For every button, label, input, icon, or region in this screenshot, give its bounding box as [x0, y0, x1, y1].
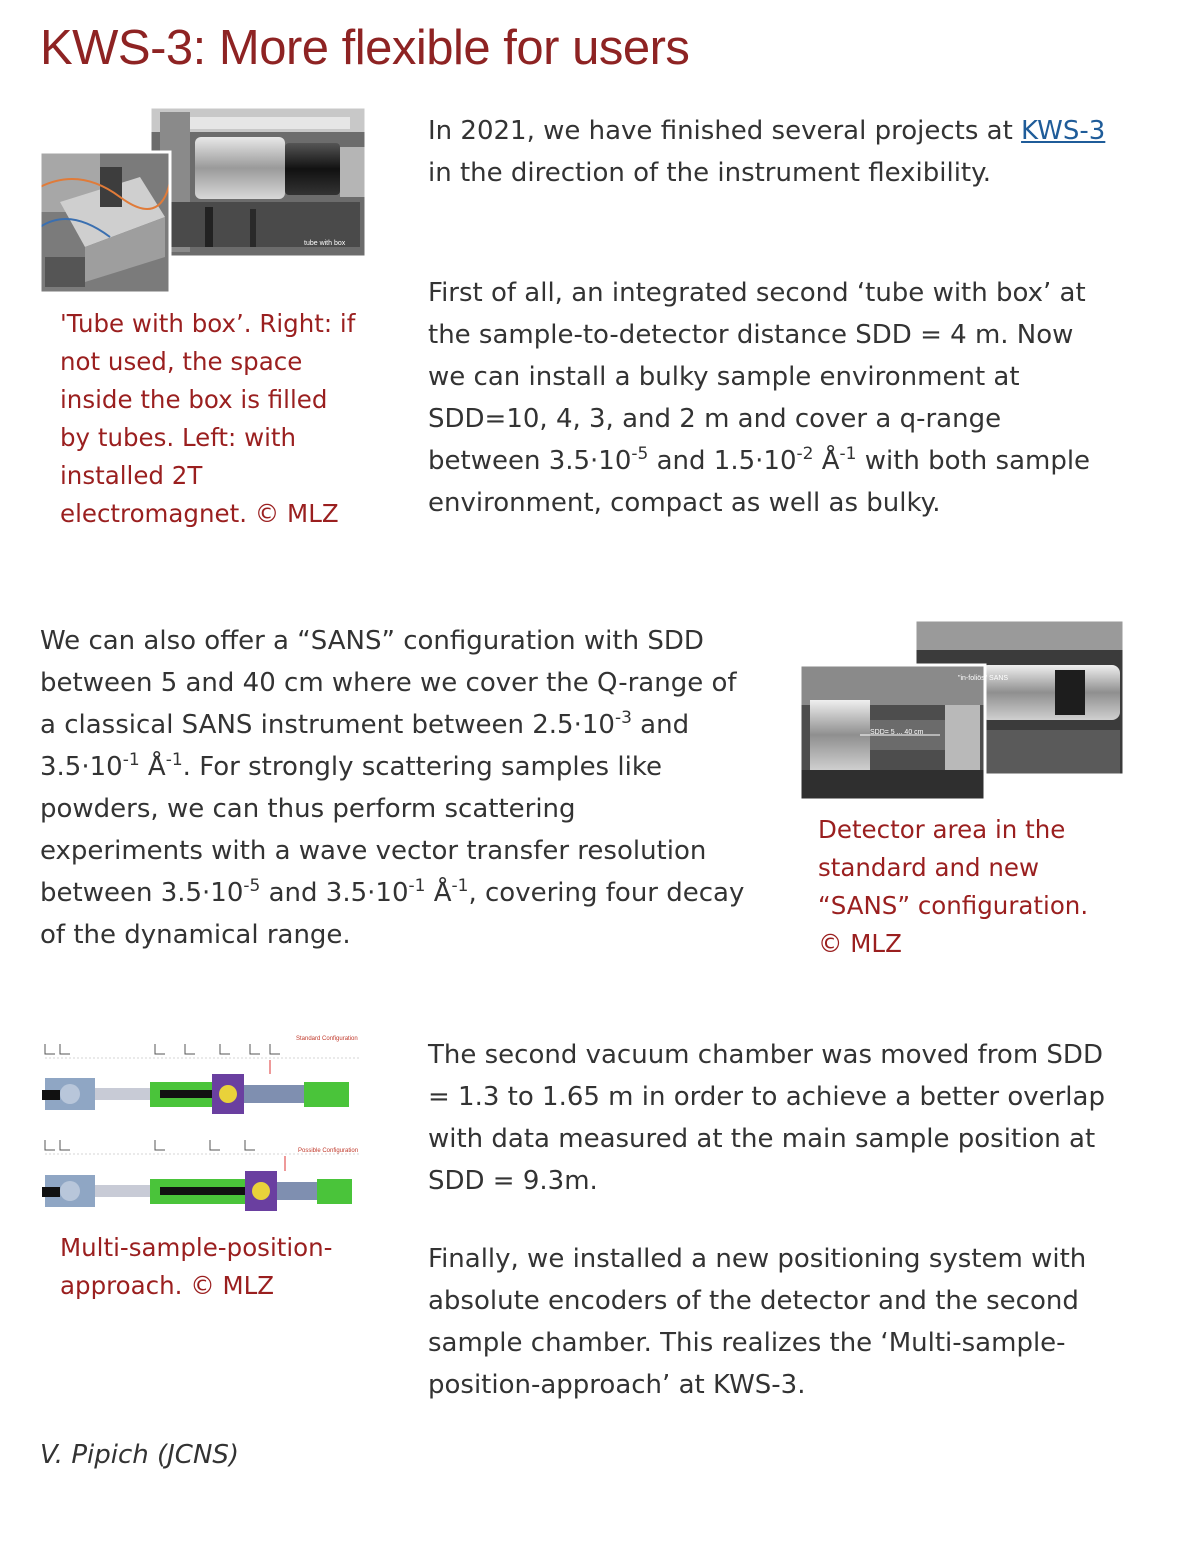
tube-with-box-caption: 'Tube with box’. Right: if not used, the space inside the box is filled by tubes. Left: with installed 2T electromagnet. © MLZ — [60, 309, 356, 528]
sdd-range-label: SDD= 5 ... 40 cm — [870, 729, 924, 736]
possible-configuration-label: Possible Configuration — [298, 1148, 359, 1154]
positioning-system-paragraph: Finally, we installed a new positioning system with absolute encoders of the detector and the second sample chamber. This realizes the ‘Multi-sample-position-approach’ at KWS-3. — [428, 1244, 1087, 1400]
tube-with-box-label: tube with box — [304, 240, 346, 247]
detector-area-caption: Detector area in the standard and new “SANS” configuration. © MLZ — [818, 815, 1089, 958]
standard-configuration-label: Standard Configuration — [296, 1036, 358, 1042]
sans-configuration-paragraph: We can also offer a “SANS” configuration with SDD between 5 and 40 cm where we cover the Q-range of a classical SANS instrument between $2.5\cdot 10^{-3}$ and $3.5\cdot 10^{-1}$ $Å^{-1}$. For strongly scattering samples like powders, we can thus perform scattering experiments with a wave vector transfer resolution between $3.5\cdot 10^{-5}$ and $3.5\cdot 10^{-1}$ $Å^{-1}$, covering four decay of the dynamical range. — [40, 626, 745, 950]
author-signature: V. Pipich (JCNS) — [40, 1440, 240, 1470]
page-title: KWS-3: More flexible for users — [40, 21, 690, 75]
tube-with-box-paragraph: First of all, an integrated second ‘tube with box’ at the sample-to-detector distance SDD = 4 m. Now we can install a bulky sample environment at SDD=10, 4, 3, and 2 m and cover a q-range between $3.5\cdot 10^{-5}$ and $1.5\cdot 10^{-2}$ $Å^{-1}$ with both sample environment, compact as well as bulky. — [428, 278, 1091, 518]
vacuum-chamber-paragraph: The second vacuum chamber was moved from SDD = 1.3 to 1.65 m in order to achieve a better overlap with data measured at the main sample position at SDD = 9.3m. — [428, 1040, 1105, 1196]
multi-sample-diagram — [40, 1030, 366, 1220]
in-foliös-sans-label: "in-foliös" SANS — [958, 675, 1009, 682]
multi-sample-caption: Multi-sample-position-approach. © MLZ — [60, 1233, 333, 1300]
kws3-link[interactable]: KWS-3 — [1021, 116, 1106, 146]
tube-with-box-photo — [40, 107, 366, 293]
intro-paragraph: In 2021, we have finished several projects at KWS-3 in the direction of the instrument flexibility. — [428, 116, 1106, 188]
detector-area-photo — [800, 620, 1124, 800]
